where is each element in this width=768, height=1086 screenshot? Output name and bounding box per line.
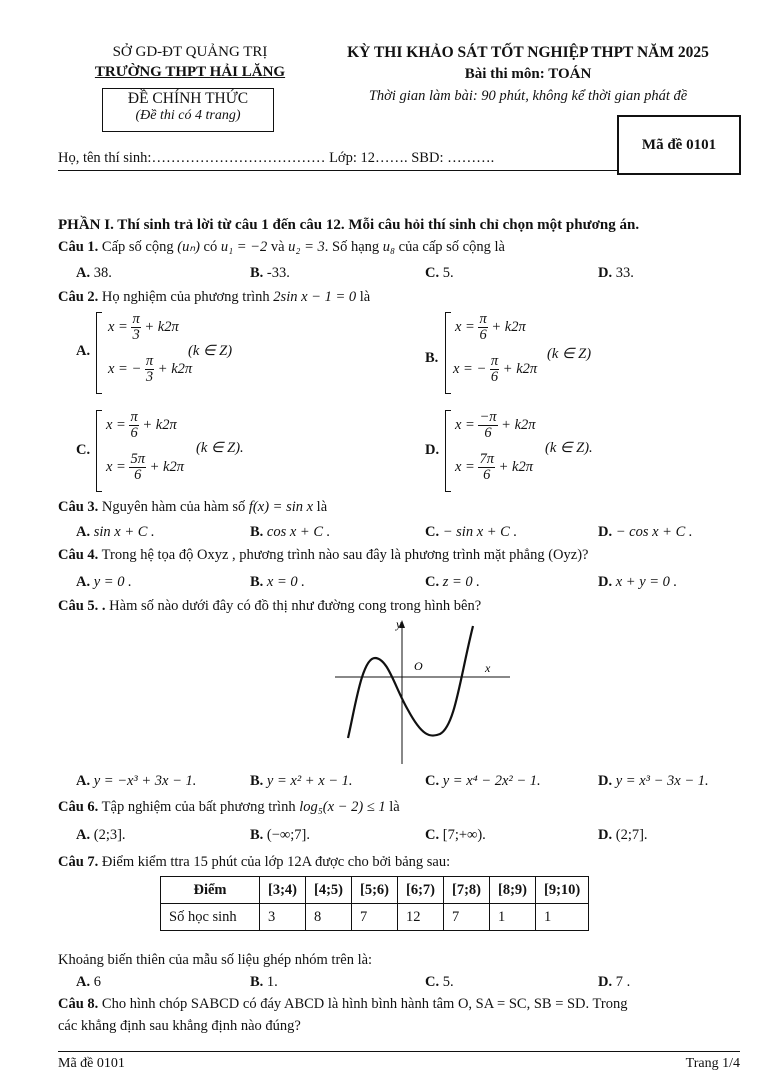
option-key: B. [250, 524, 264, 540]
q7-text: Điểm kiểm ttra 15 phút của lớp 12A được cho bởi bảng sau: [101, 854, 451, 870]
q8-label: Câu 8. [58, 996, 99, 1012]
denominator: 6 [483, 467, 491, 484]
origin-label: O [414, 659, 423, 673]
system-line-1 [455, 410, 536, 441]
question-8 [58, 996, 627, 1013]
q3-option-b[interactable] [250, 524, 330, 541]
option-key: C. [425, 827, 440, 843]
footer-exam-code: Mã đề 0101 [58, 1056, 125, 1071]
q5-option-a[interactable] [76, 773, 196, 790]
option-value: y = 0 . [93, 574, 132, 590]
option-value: y = x⁴ − 2x² − 1. [442, 773, 541, 789]
option-key: A. [76, 827, 91, 843]
table-cell: 7 [352, 904, 398, 931]
fraction [490, 354, 499, 385]
option-key: B. [250, 773, 264, 789]
q6-option-d[interactable] [598, 827, 648, 844]
question-4 [58, 547, 588, 564]
q3-option-d[interactable] [598, 524, 693, 541]
q5-option-b[interactable] [250, 773, 353, 790]
system-line-1 [106, 410, 177, 441]
system-line-1 [108, 312, 179, 343]
q5-text: Hàm số nào dưới đây có đồ thị như đường cong trong hình bên? [109, 598, 482, 614]
table-cell: 3 [260, 904, 306, 931]
question-7 [58, 854, 450, 871]
table-header-cell: [3;4) [260, 877, 306, 904]
expr-pre: x = − [453, 361, 487, 378]
pages-note: (Đề thi có 4 trang) [135, 108, 241, 123]
q6-option-c[interactable] [425, 827, 486, 844]
score-table [160, 876, 589, 931]
option-key: D. [425, 442, 440, 458]
option-key: B. [425, 350, 439, 366]
system-line-2 [108, 354, 192, 385]
q7-option-c[interactable] [425, 974, 454, 991]
exam-code-box: Mã đề 0101 [617, 115, 741, 175]
q3-function: f(x) = sin x [248, 499, 314, 515]
q1-u1: u₁ = −2 [220, 239, 268, 255]
table-header-cell: [7;8) [444, 877, 490, 904]
question-6 [58, 799, 400, 816]
q6-text-b: là [389, 799, 400, 815]
official-label: ĐỀ CHÍNH THỨC [127, 90, 249, 107]
numerator: 5π [130, 451, 145, 467]
option-value: (2;7]. [615, 827, 648, 843]
q7-option-d[interactable] [598, 974, 630, 991]
system-bracket [96, 410, 102, 492]
table-cell: 7 [444, 904, 490, 931]
q1-u8: u₈ [382, 239, 396, 255]
q1-option-b[interactable] [250, 265, 290, 282]
option-value: sin x + C . [93, 524, 155, 540]
q7-option-b[interactable] [250, 974, 278, 991]
expr-pre: x = [455, 319, 475, 336]
numerator: π [132, 311, 140, 327]
condition: (k ∈ Z) [547, 346, 592, 362]
q5-option-d[interactable] [598, 773, 709, 790]
school-name: TRƯỜNG THPT HẢI LĂNG [94, 64, 286, 80]
option-value: -33. [266, 265, 290, 281]
official-box [102, 88, 274, 132]
question-5 [58, 598, 481, 615]
denominator: 6 [484, 425, 492, 442]
option-value: z = 0 . [442, 574, 480, 590]
q3-text-a: Nguyên hàm của hàm số [101, 499, 246, 515]
expr-post: + k2π [491, 319, 526, 336]
option-value: 5. [442, 265, 454, 281]
part1-heading: PHẦN I. Thí sinh trả lời từ câu 1 đến câu 12. Mỗi câu hỏi thí sinh chỉ chọn một phương án. [58, 217, 640, 233]
q1-label: Câu 1. [58, 239, 99, 255]
q4-plane: (Oyz) [548, 547, 583, 563]
q1-text-c: . Số hạng [324, 239, 380, 255]
option-value: (−∞;7]. [266, 827, 310, 843]
footer-page-number: Trang 1/4 [685, 1056, 740, 1071]
option-value: 1. [266, 974, 278, 990]
fraction [478, 312, 487, 343]
option-key: D. [598, 265, 613, 281]
time-note: Thời gian làm bài: 90 phút, không kể thời gian phát đề [368, 88, 688, 104]
exam-subject: Bài thi môn: TOÁN [464, 66, 592, 82]
expr-pre: x = [455, 459, 475, 476]
table-header-cell: [4;5) [306, 877, 352, 904]
option-key: A. [76, 974, 91, 990]
system-bracket [96, 312, 102, 394]
q2-text-a: Họ nghiệm của phương trình [101, 289, 270, 305]
numerator: π [479, 311, 487, 327]
option-value: 6 [93, 974, 101, 990]
q7-question: Khoảng biến thiên của mẫu số liệu ghép nhóm trên là: [58, 952, 373, 968]
denominator: 6 [490, 369, 499, 386]
table-cell: 1 [490, 904, 536, 931]
q6-option-b[interactable] [250, 827, 310, 844]
q2-option-a[interactable] [76, 312, 296, 394]
expr-post: + k2π [142, 417, 177, 434]
expr-post: + k2π [501, 417, 536, 434]
exam-title: KỲ THI KHẢO SÁT TỐT NGHIỆP THPT NĂM 2025 [347, 44, 709, 61]
table-row [161, 877, 589, 904]
condition: (k ∈ Z). [545, 440, 593, 456]
option-key: A. [76, 773, 91, 789]
q3-label: Câu 3. [58, 499, 99, 515]
q6-inequality: log₅(x − 2) ≤ 1 [299, 799, 386, 815]
option-key: D. [598, 974, 613, 990]
q6-label: Câu 6. [58, 799, 99, 815]
expr-pre: x = [455, 417, 475, 434]
denominator: 3 [145, 369, 154, 386]
q8-line-1: Cho hình chóp SABCD có đáy ABCD là hình bình hành tâm O, SA = SC, SB = SD. Trong [101, 996, 628, 1012]
cubic-curve [348, 626, 473, 738]
system-bracket [445, 312, 451, 394]
q4-option-b[interactable] [250, 574, 305, 591]
x-axis-label: x [485, 661, 491, 675]
condition: (k ∈ Z). [196, 440, 244, 456]
denominator: 3 [132, 327, 140, 344]
q1-text-d: của cấp số cộng là [398, 239, 505, 255]
table-row [161, 904, 589, 931]
option-value: y = x² + x − 1. [266, 773, 353, 789]
option-key: D. [598, 773, 613, 789]
q1-option-c[interactable] [425, 265, 454, 282]
q6-option-a[interactable] [76, 827, 126, 844]
q1-text-a: Cấp số cộng [101, 239, 174, 255]
option-key: C. [425, 265, 440, 281]
option-value: 33. [615, 265, 634, 281]
q2-option-b[interactable] [425, 312, 645, 394]
fraction [129, 410, 138, 441]
option-value: x = 0 . [266, 574, 305, 590]
q1-and: và [270, 239, 285, 255]
q4-option-c[interactable] [425, 574, 480, 591]
q1-u2: u₂ = 3 [288, 239, 325, 255]
numerator: π [490, 353, 499, 369]
header-divider [58, 170, 618, 171]
fraction [131, 312, 140, 343]
table-header-cell: Điểm [161, 877, 260, 904]
system-bracket [445, 410, 451, 492]
expr-post: + k2π [144, 319, 179, 336]
option-key: C. [76, 442, 91, 458]
q1-sequence: (uₙ) [177, 239, 200, 255]
fraction [478, 410, 497, 441]
q6-text-a: Tập nghiệm của bất phương trình [101, 799, 296, 815]
option-key: D. [598, 574, 613, 590]
option-value: 7 . [615, 974, 631, 990]
option-key: C. [425, 574, 440, 590]
q3-option-c[interactable] [425, 524, 517, 541]
expr-pre: x = − [108, 361, 142, 378]
system-line-2 [455, 452, 533, 483]
q4-option-d[interactable] [598, 574, 677, 591]
q3-text-b: là [316, 499, 328, 515]
q7-option-a[interactable] [76, 974, 101, 991]
option-key: A. [76, 524, 91, 540]
option-value: − sin x + C . [442, 524, 518, 540]
table-header-cell: [9;10) [536, 877, 589, 904]
system-line-1 [455, 312, 526, 343]
table-header-cell: [8;9) [490, 877, 536, 904]
q4-text-a: Trong hệ tọa độ Oxyz , phương trình nào sau đây là phương trình mặt phẳng [101, 547, 545, 563]
table-header-cell: [6;7) [398, 877, 444, 904]
expr-pre: x = [106, 417, 126, 434]
question-1 [58, 239, 505, 256]
q2-option-c[interactable] [76, 410, 296, 492]
q1-text-b: có [203, 239, 218, 255]
expr-post: + k2π [149, 459, 184, 476]
numerator: π [130, 409, 138, 425]
condition: (k ∈ Z) [188, 343, 233, 359]
option-key: B. [250, 574, 264, 590]
expr-post: + k2π [498, 459, 533, 476]
q4-label: Câu 4. [58, 547, 99, 563]
q8-line-2: các khẳng định sau khẳng định nào đúng? [58, 1018, 301, 1034]
student-info-line: Họ, tên thí sinh:……………………………… Lớp: 12……. SBD: ………. [58, 150, 495, 166]
option-key: B. [250, 974, 264, 990]
system-line-2 [453, 354, 537, 385]
option-key: B. [250, 265, 264, 281]
fraction [129, 452, 146, 483]
denominator: 6 [134, 467, 142, 484]
department: SỞ GD-ĐT QUẢNG TRỊ [112, 44, 268, 60]
expr-pre: x = [108, 319, 128, 336]
option-value: x + y = 0 . [615, 574, 678, 590]
fraction [145, 354, 154, 385]
numerator: π [145, 353, 154, 369]
option-key: C. [425, 773, 440, 789]
system-line-2 [106, 452, 184, 483]
option-value: y = x³ − 3x − 1. [615, 773, 709, 789]
q5-option-c[interactable] [425, 773, 541, 790]
option-key: A. [76, 343, 91, 359]
q4-option-a[interactable] [76, 574, 132, 591]
option-key: D. [598, 827, 613, 843]
q4-text-b: ? [582, 547, 589, 563]
question-2 [58, 289, 370, 306]
q7-label: Câu 7. [58, 854, 99, 870]
q2-equation: 2sin x − 1 = 0 [273, 289, 357, 305]
denominator: 6 [479, 327, 487, 344]
q2-option-d[interactable] [425, 410, 645, 492]
option-value: y = −x³ + 3x − 1. [93, 773, 197, 789]
option-key: A. [76, 265, 91, 281]
option-value: [7;+∞). [442, 827, 486, 843]
expr-post: + k2π [157, 361, 193, 378]
option-value: 38. [93, 265, 112, 281]
question-3 [58, 499, 327, 516]
expr-pre: x = [106, 459, 126, 476]
fraction [478, 452, 495, 483]
y-axis-label: y [396, 618, 402, 631]
q5-label: Câu 5. . [58, 598, 106, 614]
option-value: cos x + C . [266, 524, 331, 540]
q2-label: Câu 2. [58, 289, 99, 305]
table-cell: Số học sinh [161, 904, 260, 931]
option-key: D. [598, 524, 613, 540]
q2-text-b: là [359, 289, 371, 305]
option-key: C. [425, 974, 440, 990]
option-value: 5. [442, 974, 454, 990]
q3-option-a[interactable] [76, 524, 155, 541]
q5-graph [330, 618, 520, 766]
expr-post: + k2π [502, 361, 538, 378]
option-value: (2;3]. [93, 827, 126, 843]
option-value: − cos x + C . [615, 524, 693, 540]
numerator: −π [479, 409, 497, 425]
denominator: 6 [130, 425, 138, 442]
table-header-cell: [5;6) [352, 877, 398, 904]
table-cell: 1 [536, 904, 589, 931]
footer-divider [58, 1051, 740, 1052]
q1-option-a[interactable] [76, 265, 112, 282]
q1-option-d[interactable] [598, 265, 634, 282]
option-key: C. [425, 524, 440, 540]
table-cell: 8 [306, 904, 352, 931]
table-cell: 12 [398, 904, 444, 931]
numerator: 7π [479, 451, 494, 467]
option-key: A. [76, 574, 91, 590]
option-key: B. [250, 827, 264, 843]
